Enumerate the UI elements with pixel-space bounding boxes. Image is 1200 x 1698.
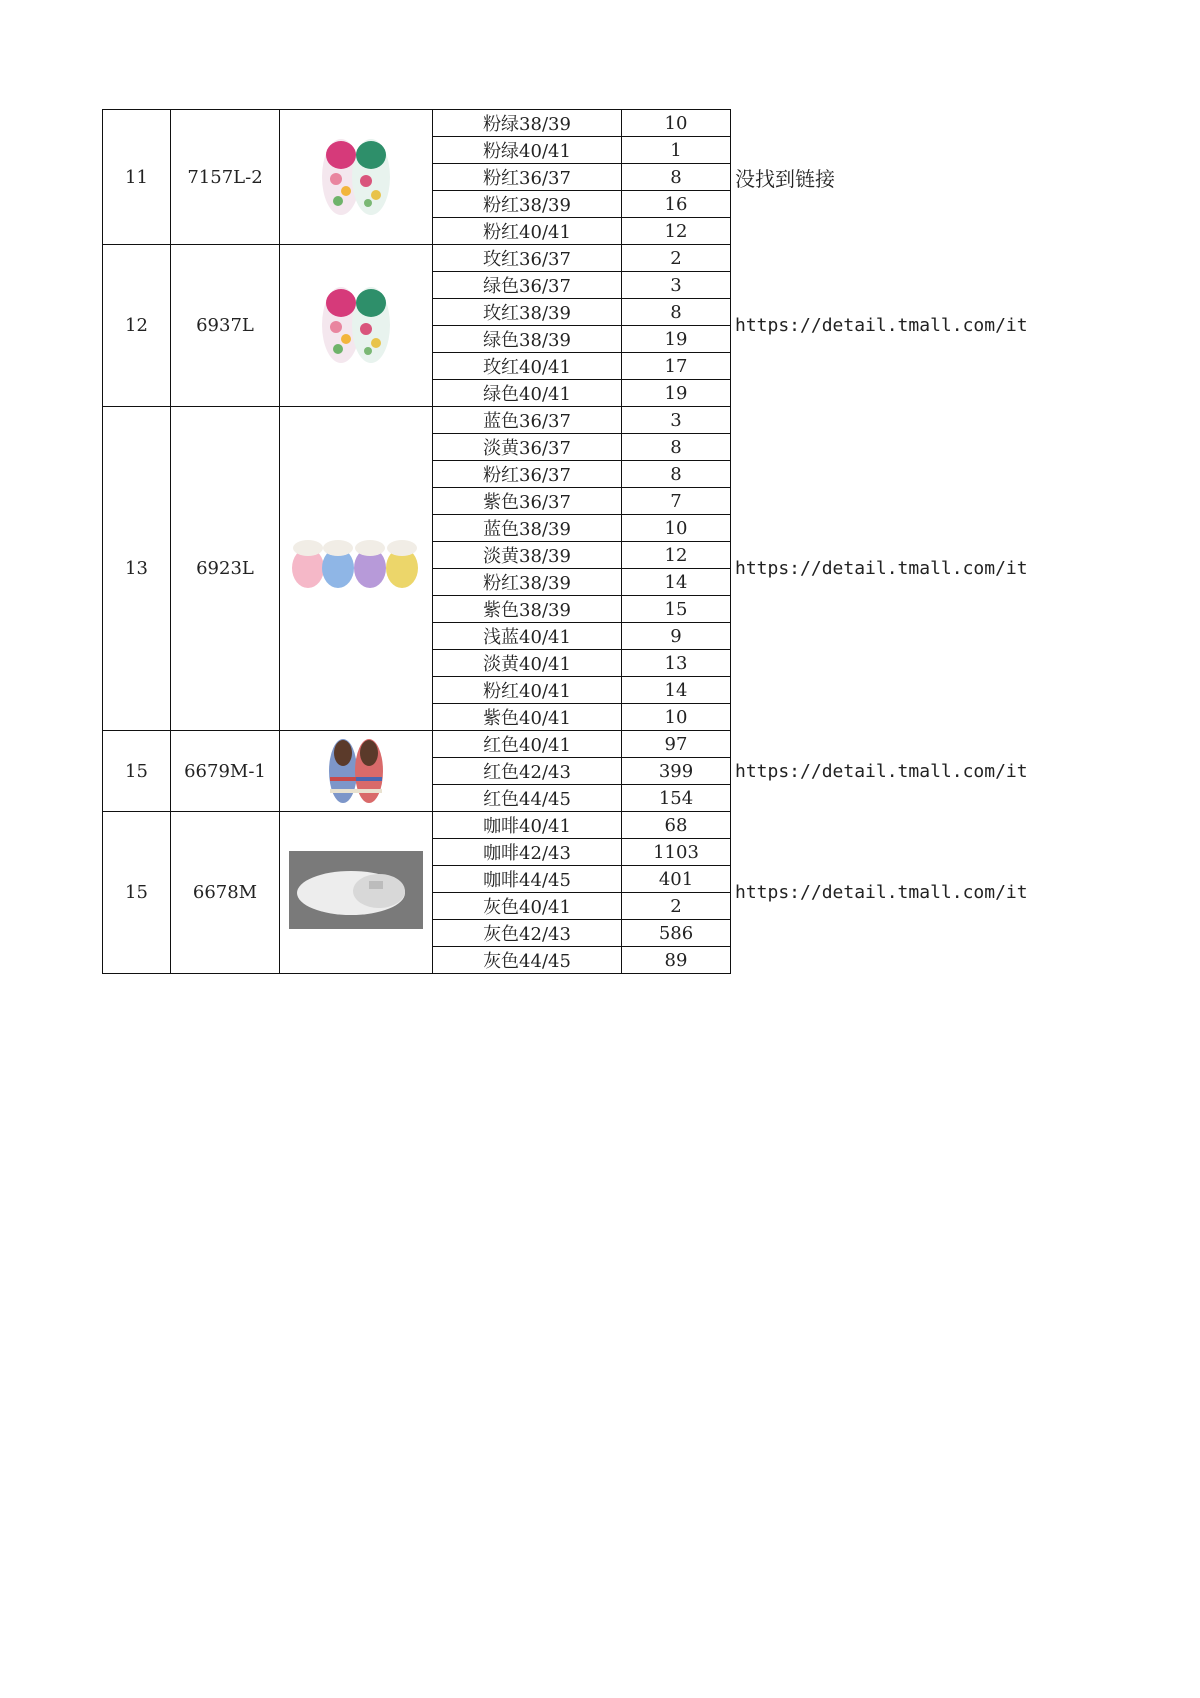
quantity-cell: 8 [622, 434, 731, 461]
variant-cell: 淡黄38/39 [433, 542, 622, 569]
model-code: 6679M-1 [171, 731, 280, 812]
item-number: 13 [103, 407, 171, 731]
quantity-cell: 10 [622, 704, 731, 731]
variant-cell: 紫色40/41 [433, 704, 622, 731]
variant-cell: 玫红36/37 [433, 245, 622, 272]
quantity-cell: 68 [622, 812, 731, 839]
variant-cell: 红色44/45 [433, 785, 622, 812]
floral-slippers-image [280, 279, 432, 372]
product-link[interactable]: https://detail.tmall.com/it [735, 882, 1028, 903]
stock-table-body [103, 110, 1066, 974]
variant-cell: 咖啡42/43 [433, 839, 622, 866]
variant-cell: 淡黄36/37 [433, 434, 622, 461]
variant-cell: 粉红38/39 [433, 569, 622, 596]
variant-cell: 红色42/43 [433, 758, 622, 785]
product-image-cell [280, 812, 433, 974]
quantity-cell: 13 [622, 650, 731, 677]
product-link[interactable]: https://detail.tmall.com/it [735, 558, 1028, 579]
table-row [103, 812, 1066, 839]
quantity-cell: 154 [622, 785, 731, 812]
item-number: 15 [103, 812, 171, 974]
table-row [103, 731, 1066, 758]
product-link[interactable]: https://detail.tmall.com/it [735, 760, 1028, 782]
quantity-cell: 3 [622, 407, 731, 434]
quantity-cell: 12 [622, 218, 731, 245]
model-code: 6923L [171, 407, 280, 731]
variant-cell: 粉红40/41 [433, 218, 622, 245]
quantity-cell: 17 [622, 353, 731, 380]
variant-cell: 蓝色36/37 [433, 407, 622, 434]
fur-slippers-image [280, 536, 432, 601]
item-number: 11 [103, 110, 171, 245]
stock-table [102, 109, 1065, 974]
quantity-cell: 399 [622, 758, 731, 785]
product-link[interactable]: https://detail.tmall.com/it [735, 315, 1028, 336]
table-row [103, 407, 1066, 434]
quantity-cell: 2 [622, 245, 731, 272]
model-code: 6937L [171, 245, 280, 407]
item-number: 12 [103, 245, 171, 407]
variant-cell: 咖啡40/41 [433, 812, 622, 839]
quantity-cell: 3 [622, 272, 731, 299]
variant-cell: 粉红36/37 [433, 164, 622, 191]
product-image-cell [280, 110, 433, 245]
variant-cell: 紫色36/37 [433, 488, 622, 515]
quantity-cell: 19 [622, 326, 731, 353]
variant-cell: 粉红36/37 [433, 461, 622, 488]
quantity-cell: 8 [622, 461, 731, 488]
quantity-cell: 10 [622, 515, 731, 542]
plaid-slippers-image [280, 733, 432, 810]
variant-cell: 蓝色38/39 [433, 515, 622, 542]
quantity-cell: 16 [622, 191, 731, 218]
quantity-cell: 8 [622, 299, 731, 326]
floral-slippers-image [280, 131, 432, 224]
item-number: 15 [103, 731, 171, 812]
product-image-cell [280, 245, 433, 407]
variant-cell: 咖啡44/45 [433, 866, 622, 893]
table-row [103, 110, 1066, 137]
quantity-cell: 586 [622, 920, 731, 947]
model-code: 6678M [171, 812, 280, 974]
variant-cell: 绿色40/41 [433, 380, 622, 407]
link-note: 没找到链接 [735, 166, 835, 191]
quantity-cell: 9 [622, 623, 731, 650]
quantity-cell: 2 [622, 893, 731, 920]
variant-cell: 紫色38/39 [433, 596, 622, 623]
variant-cell: 粉绿38/39 [433, 110, 622, 137]
quantity-cell: 1103 [622, 839, 731, 866]
variant-cell: 淡黄40/41 [433, 650, 622, 677]
product-image-cell [280, 731, 433, 812]
product-image-cell [280, 407, 433, 731]
quantity-cell: 12 [622, 542, 731, 569]
table-row [103, 245, 1066, 272]
variant-cell: 粉红38/39 [433, 191, 622, 218]
variant-cell: 粉绿40/41 [433, 137, 622, 164]
quantity-cell: 1 [622, 137, 731, 164]
variant-cell: 浅蓝40/41 [433, 623, 622, 650]
variant-cell: 绿色38/39 [433, 326, 622, 353]
quantity-cell: 14 [622, 569, 731, 596]
stock-sheet [102, 109, 1065, 974]
variant-cell: 粉红40/41 [433, 677, 622, 704]
quantity-cell: 401 [622, 866, 731, 893]
variant-cell: 红色40/41 [433, 731, 622, 758]
quantity-cell: 19 [622, 380, 731, 407]
model-code: 7157L-2 [171, 110, 280, 245]
quantity-cell: 89 [622, 947, 731, 974]
hotel-slippers-image [280, 851, 432, 934]
quantity-cell: 97 [622, 731, 731, 758]
quantity-cell: 14 [622, 677, 731, 704]
quantity-cell: 7 [622, 488, 731, 515]
quantity-cell: 10 [622, 110, 731, 137]
quantity-cell: 8 [622, 164, 731, 191]
variant-cell: 灰色42/43 [433, 920, 622, 947]
variant-cell: 玫红38/39 [433, 299, 622, 326]
variant-cell: 灰色44/45 [433, 947, 622, 974]
variant-cell: 玫红40/41 [433, 353, 622, 380]
variant-cell: 绿色36/37 [433, 272, 622, 299]
variant-cell: 灰色40/41 [433, 893, 622, 920]
quantity-cell: 15 [622, 596, 731, 623]
